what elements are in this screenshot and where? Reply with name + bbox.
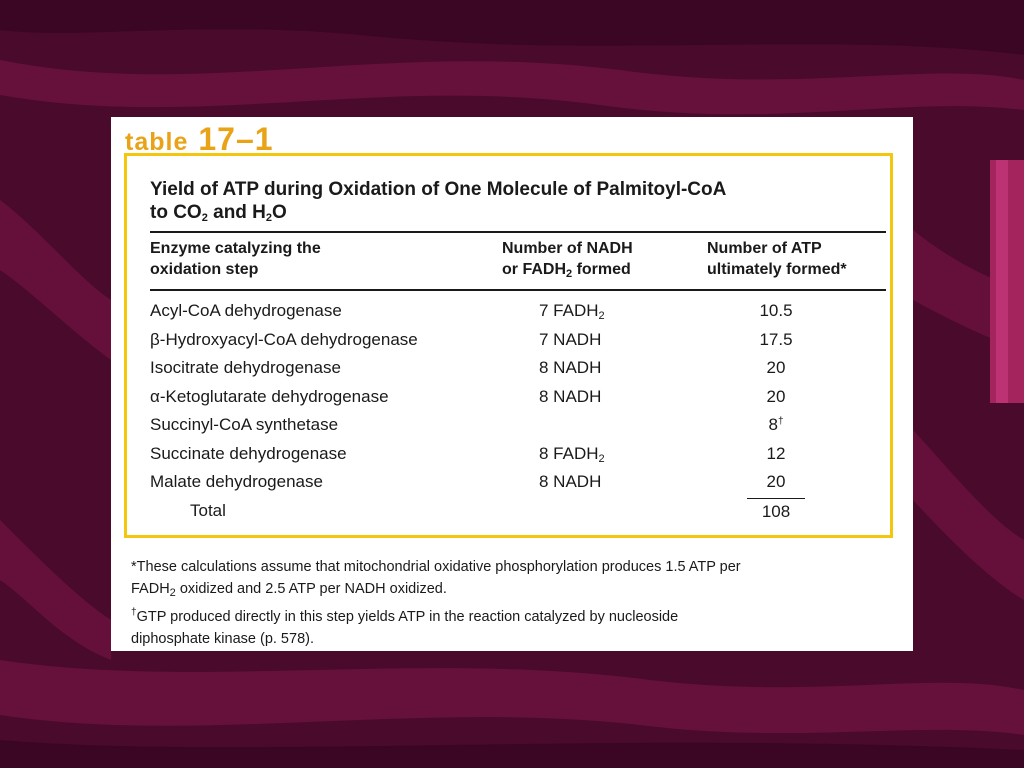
header-bottom-rule (150, 289, 886, 291)
cell-enzyme: Succinate dehydrogenase (150, 443, 347, 463)
table-row (127, 468, 887, 497)
table-row (127, 440, 887, 469)
cell-enzyme: α-Ketoglutarate dehydrogenase (150, 386, 389, 406)
cell-atp: 12 (766, 443, 786, 463)
table-row (127, 411, 887, 440)
cell-enzyme: Isocitrate dehydrogenase (150, 358, 341, 377)
table-title (150, 178, 870, 230)
cell-formed: 8 $FADH_2$ (539, 443, 605, 465)
title-line-2: to $CO_2$ and $H_2O$ (150, 202, 287, 224)
column-header-atp: Number of ATP ultimately formed* (707, 240, 847, 278)
footnote-asterisk: *These calculations assume that mitochondrial oxidative phosphorylation produces 1.5 ATP per $FADH_2$ oxidized and 2.5 ATP per NADH oxidized. (131, 559, 741, 599)
cell-atp: 17.5 (759, 329, 793, 349)
table-label-number: 17–1 (198, 121, 274, 157)
table-row (127, 297, 887, 326)
cell-atp: 8† (768, 415, 784, 434)
cell-formed: 8 NADH (539, 386, 602, 406)
footnote-dagger: †GTP produced directly in this step yields ATP in the reaction catalyzed by nucleoside diphosphate kinase (p. 578). (131, 607, 679, 647)
cell-formed: 8 NADH (539, 358, 602, 377)
table-row (127, 383, 887, 412)
cell-enzyme: β-Hydroxyacyl-CoA dehydrogenase (150, 329, 418, 349)
table-card (111, 117, 913, 651)
cell-enzyme: Succinyl-CoA synthetase (150, 415, 339, 434)
table-body (127, 297, 887, 525)
cell-atp: 10.5 (759, 301, 793, 320)
cell-formed: 8 NADH (539, 472, 602, 491)
table-row (127, 354, 887, 383)
total-row (127, 497, 887, 526)
cell-formed: 7 NADH (539, 329, 602, 349)
cell-formed: 7 $FADH_2$ (539, 301, 605, 322)
table-frame (124, 153, 893, 538)
title-line-1: Yield of ATP during Oxidation of One Molecule of Palmitoyl-CoA (150, 179, 727, 200)
total-atp: 108 (747, 498, 805, 522)
total-label: Total (190, 500, 226, 520)
header-top-rule (150, 231, 886, 233)
table-label-word: table (125, 128, 189, 156)
cell-atp: 20 (766, 358, 786, 377)
cell-atp: 20 (766, 472, 786, 491)
column-header-enzyme: Enzyme catalyzing the oxidation step (150, 240, 321, 278)
table-row (127, 326, 887, 355)
cell-enzyme: Acyl-CoA dehydrogenase (150, 301, 342, 320)
cell-enzyme: Malate dehydrogenase (150, 472, 323, 491)
column-header-formed: Number of NADH or $FADH_2$ formed (502, 240, 633, 280)
cell-atp: 20 (766, 386, 786, 406)
